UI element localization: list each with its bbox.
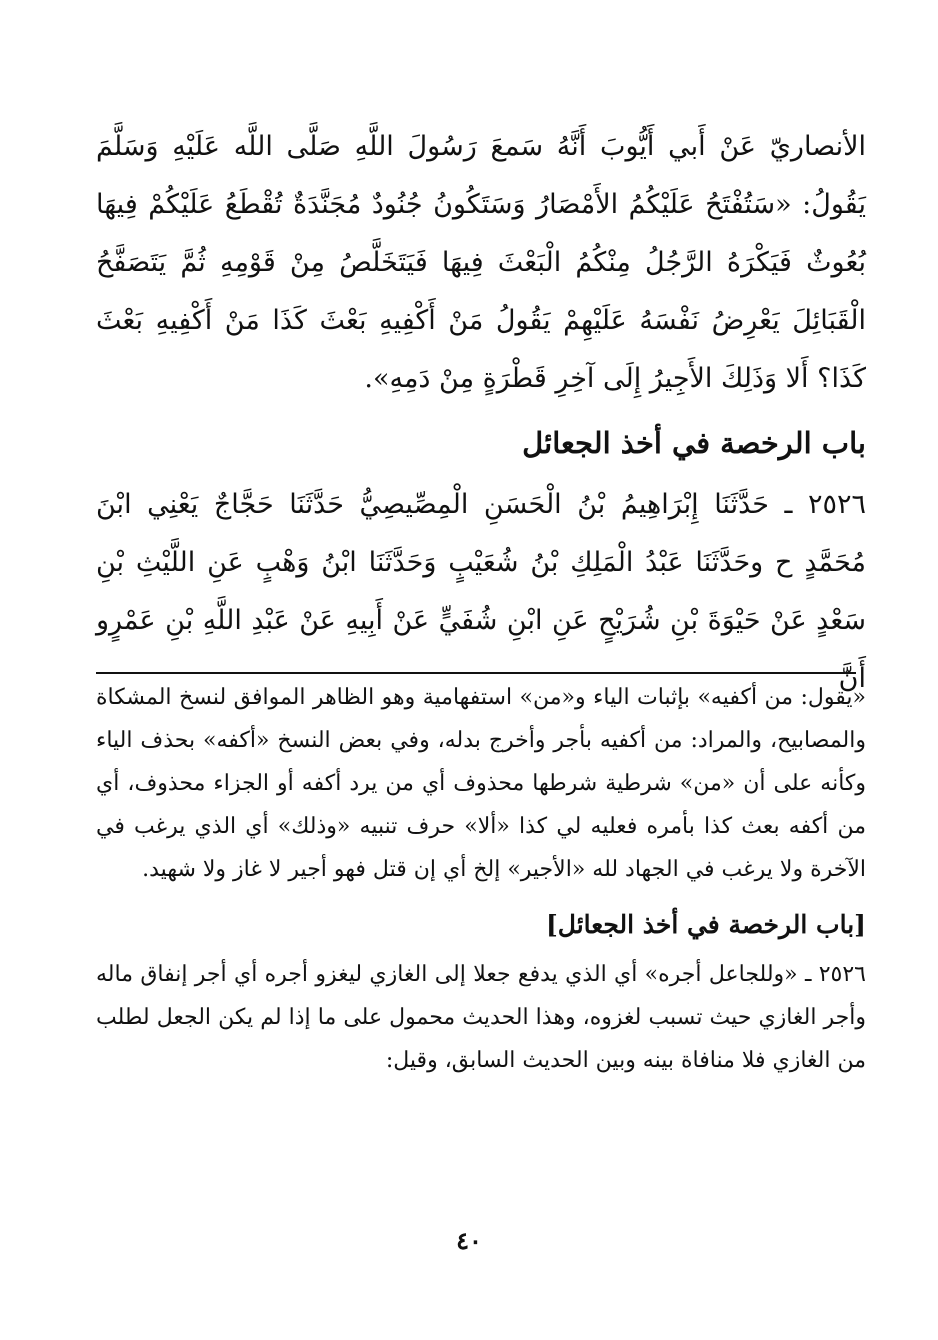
commentary-paragraph: ٢٥٢٦ ـ «وللجاعل أجره» أي الذي يدفع جعلا إلى الغازي ليغزو أجره أي أجر إنفاق ماله وأجر الغازي حيث تسبب لغزوه، وهذا الحديث محمول على ما إذا لم يكن الجعل لطلب من الغازي فلا منافاة بينه وبين الحديث السابق، وقيل: bbox=[96, 962, 866, 1073]
page-number: ٤٠ bbox=[456, 1226, 482, 1255]
hadith-text bbox=[96, 118, 866, 708]
footnote-divider bbox=[96, 672, 856, 674]
hadith-paragraph: الأنصاريّ عَنْ أَبي أَيُّوبَ أَنَّهُ سَمعَ رَسُولَ اللَّهِ صَلَّى اللَّه عَلَيْهِ وَسَلَّمَ يَقُولُ: «سَتُفْتَحُ عَلَيْكُمُ الأَمْصَارُ وَسَتَكُونُ جُنُودٌ مُجَنَّدَةٌ تُقْطَعُ عَلَيْكُمْ فِيهَا بُعُوثٌ فَيَكْرَهُ الرَّجُلُ مِنْكُمُ الْبَعْثَ فِيهَا فَيَتَخَلَّصُ مِنْ قَوْمِهِ ثُمَّ يَتَصَفَّحُ الْقَبَائِلَ يَعْرِضُ نَفْسَهُ عَلَيْهِمْ يَقُولُ مَنْ أَكْفِيهِ بَعْثَ كَذَا مَنْ أَكْفِيهِ بَعْثَ كَذَا؟ أَلا وَذَلِكَ الأَجِيرُ إِلَى آخِرِ قَطْرَةٍ مِنْ دَمِهِ». bbox=[96, 131, 866, 394]
hadith-paragraph: ٢٥٢٦ ـ حَدَّثَنَا إِبْرَاهِيمُ بْنُ الْحَسَنِ الْمِصِّيصِيُّ حَدَّثَنَا حَجَّاجٌ يَعْنِي ابْنَ مُحَمَّدٍ ح وحَدَّثَنَا عَبْدُ الْمَلِكِ بْنُ شُعَيْبٍ وَحَدَّثَنَا ابْنُ وَهْبٍ عَنِ اللَّيْثِ بْنِ سَعْدٍ عَنْ حَيْوَةَ بْنِ شُرَيْحٍ عَنِ ابْنِ شُفَيٍّ عَنْ أَبِيهِ عَنْ عَبْدِ اللَّهِ بْنِ عَمْرٍو أَنَّ bbox=[96, 489, 866, 694]
commentary-text bbox=[96, 676, 866, 1082]
commentary-chapter-title: [باب الرخصة في أخذ الجعائل] bbox=[545, 910, 866, 939]
chapter-title: باب الرخصة في أخذ الجعائل bbox=[522, 426, 866, 460]
commentary-paragraph: «يقول: من أكفيه» بإثبات الياء و«من» استفهامية وهو الظاهر الموافق لنسخ المشكاة والمصابيح، والمراد: من أكفيه بأجر وأخرج بدله، وفي بعض النسخ «أكفه» بحذف الياء وكأنه على أن «من» شرطية شرطها محذوف أي من يرد أكفه أو الجزاء محذوف، أي من أكفه بعث كذا بأمره فعليه لي كذا «ألا» حرف تنبيه «وذلك» أي الذي يرغب في الآخرة ولا يرغب في الجهاد لله «الأجير» إلخ أي إن قتل فهو أجير لا غاز ولا شهيد. bbox=[96, 685, 866, 882]
